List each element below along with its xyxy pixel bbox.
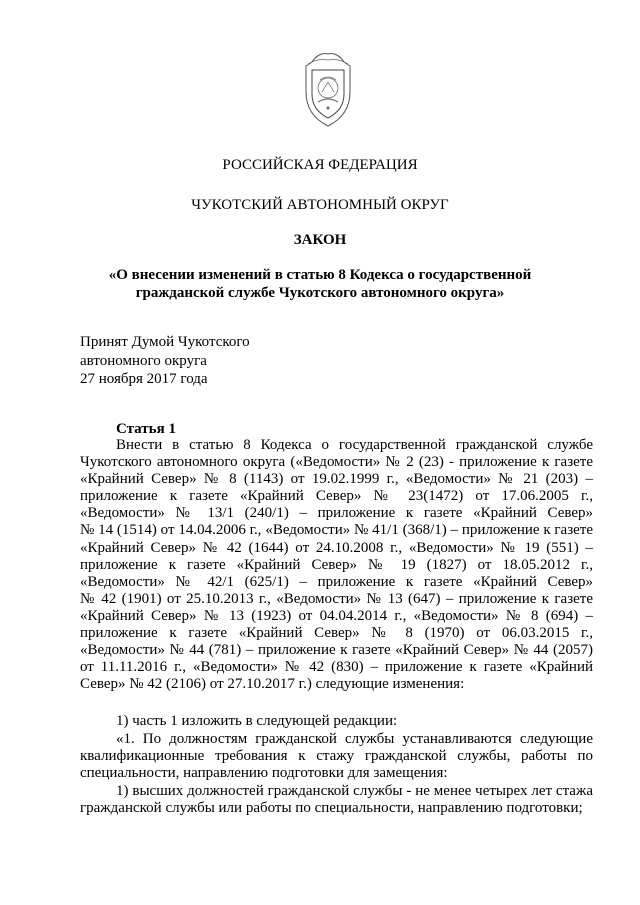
paragraph-line: «Ведомости» № 44 (781) – приложение к газете «Крайний Север» № 44 (2057)	[80, 642, 593, 659]
paragraph-line: приложение к газете «Крайний Север» № 23(1472) от 17.06.2005 г.,	[80, 488, 593, 505]
document-type: ЗАКОН	[293, 232, 347, 248]
subitem-1-paragraph	[80, 783, 593, 817]
paragraph-line: приложение к газете «Крайний Север» № 8 (1970) от 06.03.2015 г.,	[80, 625, 593, 642]
paragraph-line: специальности, направлению подготовки для замещения:	[80, 765, 448, 782]
paragraph-line: № 42 (1901) от 25.10.2013 г., «Ведомости» № 13 (647) – приложение к газете	[80, 590, 593, 607]
paragraph-line: 1) часть 1 изложить в следующей редакции:	[116, 713, 398, 729]
paragraph-line: «Ведомости» № 13/1 (240/1) – приложение к газете «Крайний Север»	[80, 505, 593, 522]
quoted-part-1-paragraph	[80, 731, 593, 782]
paragraph-line: гражданской службы или работы по специальности, направлению подготовки;	[80, 800, 583, 817]
article-intro-paragraph	[80, 437, 593, 693]
paragraph-line: 1) высших должностей гражданской службы - не менее четырех лет стажа	[116, 783, 593, 799]
adoption-date: 27 ноября 2017 года	[80, 371, 208, 387]
item-1-paragraph	[80, 713, 593, 730]
paragraph-line: «Ведомости» № 42/1 (625/1) – приложение к газете «Крайний Север»	[80, 573, 593, 590]
paragraph-line: «Крайний Север» № 8 (1143) от 19.02.1999 г., «Ведомости» № 21 (203) –	[80, 471, 593, 488]
paragraph-line: «Крайний Север» № 42 (1644) от 24.10.2008 г., «Ведомости» № 19 (551) –	[80, 539, 593, 556]
law-title-line: гражданской службе Чукотского автономного округа»	[135, 285, 505, 301]
paragraph-line: приложение к газете «Крайний Север» № 19 (1827) от 18.05.2012 г.,	[80, 556, 593, 573]
law-title-line: «О внесении изменений в статью 8 Кодекса о государственной	[108, 267, 532, 283]
paragraph-line: Чукотского автономного округа («Ведомости» № 2 (23) - приложение к газете	[80, 454, 593, 471]
adoption-line: Принят Думой Чукотского	[80, 334, 250, 350]
adoption-line: автономного округа	[80, 352, 207, 369]
federation-heading: РОССИЙСКАЯ ФЕДЕРАЦИЯ	[222, 157, 418, 173]
paragraph-line: от 11.11.2016 г., «Ведомости» № 42 (830) – приложение к газете «Крайний	[80, 659, 593, 676]
paragraph-line: № 14 (1514) от 14.04.2006 г., «Ведомости» № 41/1 (368/1) – приложение к газете	[80, 522, 593, 539]
adoption-block	[80, 333, 250, 389]
region-heading: ЧУКОТСКИЙ АВТОНОМНЫЙ ОКРУГ	[191, 197, 449, 213]
paragraph-line: Внести в статью 8 Кодекса о государственной гражданской службе	[116, 437, 593, 453]
paragraph-line: «1. По должностям гражданской службы устанавливаются следующие	[116, 731, 593, 747]
article-title: Статья 1	[116, 421, 176, 437]
paragraph-line: «Крайний Север» № 13 (1923) от 04.04.2014 г., «Ведомости» № 8 (694) –	[80, 607, 593, 624]
coat-of-arms-emblem	[298, 52, 358, 128]
paragraph-line: Север» № 42 (2106) от 27.10.2017 г.) следующие изменения:	[80, 676, 465, 693]
paragraph-line: квалификационные требования к стажу гражданской службы, работы по	[80, 748, 593, 765]
